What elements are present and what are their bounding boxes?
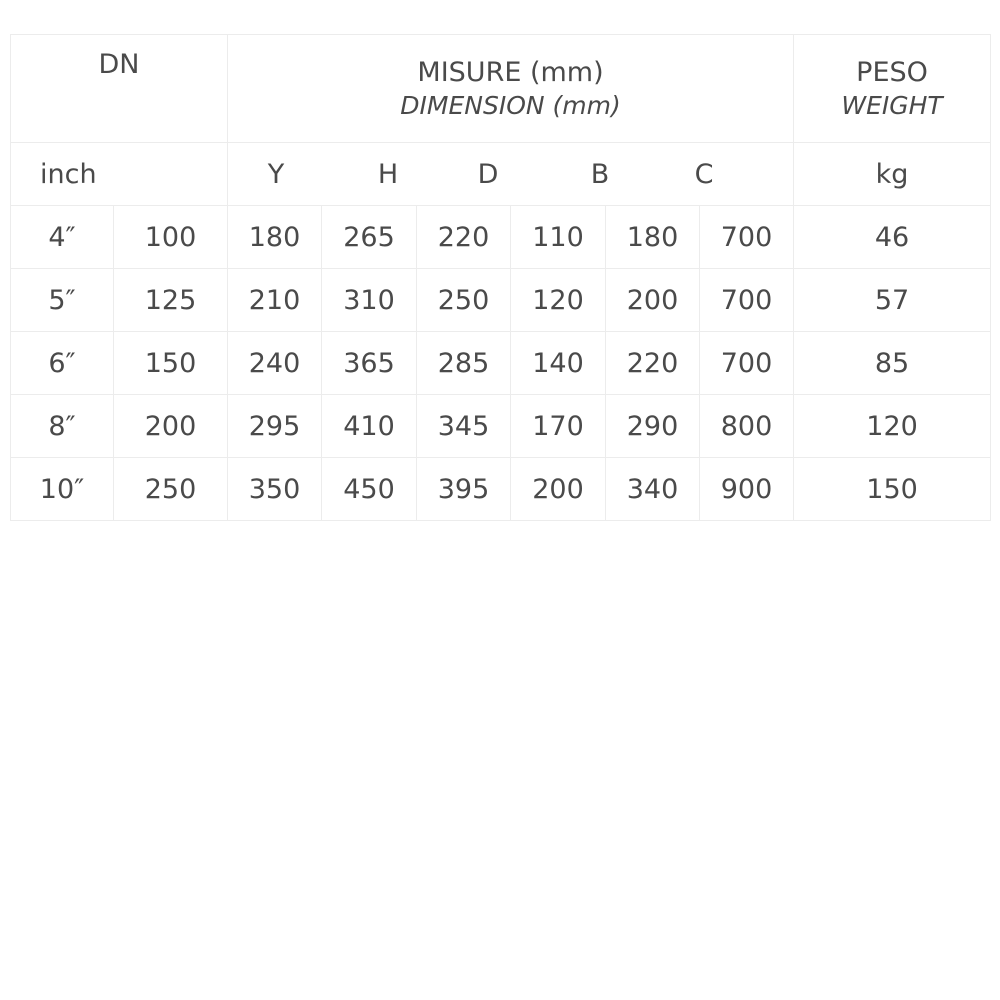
header-dimensions (228, 35, 794, 143)
header-weight-label: WEIGHT (841, 91, 943, 120)
cell-c2: 800 (700, 395, 794, 458)
table-row (11, 332, 991, 395)
cell-y: 350 (228, 458, 322, 521)
cell-c: 220 (606, 332, 700, 395)
header-peso-label: PESO (856, 57, 928, 88)
cell-dn: 250 (114, 458, 228, 521)
header-row (11, 35, 991, 143)
header-dn-label: DN (98, 49, 140, 80)
header-weight (794, 35, 991, 143)
subheader-inch: inch (11, 143, 228, 206)
cell-c: 340 (606, 458, 700, 521)
header-misure-label: MISURE (mm) (417, 57, 604, 88)
cell-d: 220 (417, 206, 511, 269)
header-dn (11, 35, 228, 143)
cell-c2: 700 (700, 332, 794, 395)
cell-kg: 120 (794, 395, 991, 458)
subheader-kg: kg (794, 143, 991, 206)
subheader-c: C (694, 158, 714, 190)
subheader-row (11, 143, 991, 206)
cell-y: 180 (228, 206, 322, 269)
cell-inch: 4″ (11, 206, 114, 269)
cell-y: 210 (228, 269, 322, 332)
cell-c2: 700 (700, 206, 794, 269)
cell-c: 180 (606, 206, 700, 269)
cell-h: 310 (322, 269, 417, 332)
cell-h: 365 (322, 332, 417, 395)
cell-kg: 150 (794, 458, 991, 521)
subheader-d: D (477, 158, 499, 190)
subheader-letters (228, 143, 794, 206)
cell-b: 170 (511, 395, 606, 458)
table-row (11, 206, 991, 269)
cell-d: 345 (417, 395, 511, 458)
subheader-y: Y (267, 158, 285, 190)
subheader-b: B (590, 158, 610, 190)
cell-c2: 700 (700, 269, 794, 332)
cell-inch: 5″ (11, 269, 114, 332)
header-dimension-label: DIMENSION (mm) (400, 91, 621, 120)
cell-inch: 8″ (11, 395, 114, 458)
cell-dn: 100 (114, 206, 228, 269)
cell-kg: 85 (794, 332, 991, 395)
cell-d: 395 (417, 458, 511, 521)
cell-kg: 57 (794, 269, 991, 332)
table-row (11, 395, 991, 458)
cell-d: 250 (417, 269, 511, 332)
cell-h: 450 (322, 458, 417, 521)
cell-dn: 125 (114, 269, 228, 332)
table-row (11, 458, 991, 521)
cell-dn: 150 (114, 332, 228, 395)
cell-dn: 200 (114, 395, 228, 458)
cell-b: 120 (511, 269, 606, 332)
cell-b: 110 (511, 206, 606, 269)
table-row (11, 269, 991, 332)
cell-c: 290 (606, 395, 700, 458)
cell-b: 140 (511, 332, 606, 395)
cell-inch: 6″ (11, 332, 114, 395)
cell-b: 200 (511, 458, 606, 521)
cell-c2: 900 (700, 458, 794, 521)
cell-h: 410 (322, 395, 417, 458)
cell-y: 295 (228, 395, 322, 458)
cell-kg: 46 (794, 206, 991, 269)
spec-table (10, 34, 991, 521)
cell-h: 265 (322, 206, 417, 269)
subheader-h: H (377, 158, 399, 190)
cell-d: 285 (417, 332, 511, 395)
cell-c: 200 (606, 269, 700, 332)
cell-y: 240 (228, 332, 322, 395)
cell-inch: 10″ (11, 458, 114, 521)
